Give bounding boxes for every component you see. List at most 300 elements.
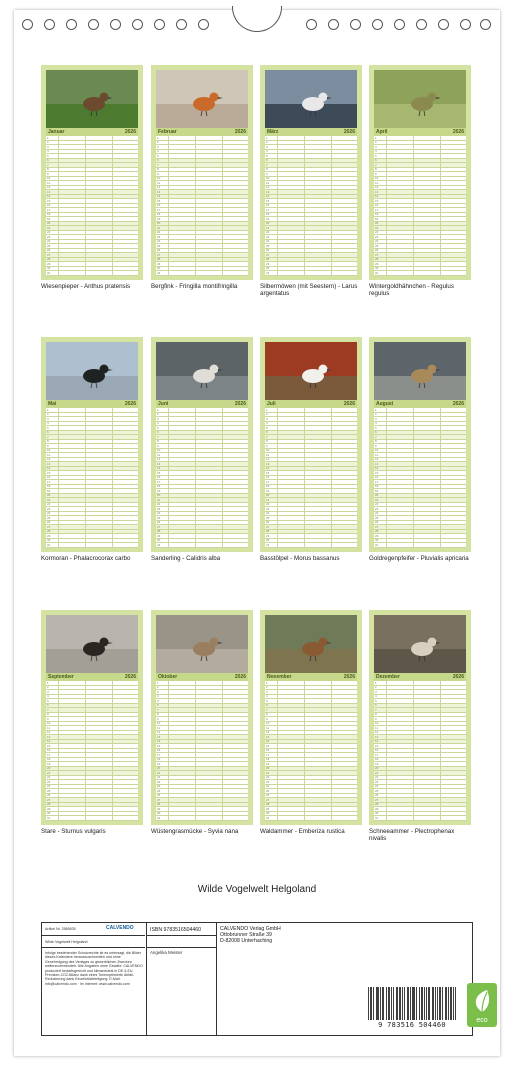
month-header xyxy=(46,673,138,681)
month-header xyxy=(156,673,248,681)
planner-row: 31 xyxy=(156,271,248,276)
planner-row: 24 xyxy=(265,785,357,790)
planner-row: 18 xyxy=(46,213,138,218)
binding-hole xyxy=(306,19,317,30)
planner-row: 2 xyxy=(46,413,138,418)
planner-row: 28 xyxy=(46,258,138,263)
planner-row: 7 xyxy=(265,435,357,440)
planner-row: 30 xyxy=(156,267,248,272)
planner-row: 3 xyxy=(46,417,138,422)
month-year: 2026 xyxy=(234,129,246,135)
planner-row: 24 xyxy=(265,240,357,245)
planner-row: 9 xyxy=(265,444,357,449)
planner-row: 22 xyxy=(156,776,248,781)
planner-row: 21 xyxy=(156,498,248,503)
planner-row: 20 xyxy=(265,222,357,227)
planner-row: 20 xyxy=(156,767,248,772)
planner-row: 14 xyxy=(46,195,138,200)
planner-row: 7 xyxy=(374,163,466,168)
planner-row: 31 xyxy=(46,271,138,276)
planner-row: 25 xyxy=(156,516,248,521)
planner-row: 14 xyxy=(374,195,466,200)
planner-row: 11 xyxy=(46,181,138,186)
bird-caption: Wintergoldhähnchen - Regulus regulus xyxy=(369,283,454,297)
info-column-middle xyxy=(147,923,217,1035)
planner-row: 7 xyxy=(156,435,248,440)
planner-row: 17 xyxy=(46,753,138,758)
planner-row: 7 xyxy=(156,163,248,168)
planner-row: 18 xyxy=(46,758,138,763)
planner-row: 23 xyxy=(265,507,357,512)
planner-row: 30 xyxy=(46,539,138,544)
planner-row: 1 xyxy=(374,408,466,413)
planner-row: 2 xyxy=(156,686,248,691)
planner-row: 4 xyxy=(46,422,138,427)
month-header xyxy=(46,128,138,136)
planner-row: 27 xyxy=(374,798,466,803)
planner-row: 9 xyxy=(374,172,466,177)
planner-row: 27 xyxy=(46,798,138,803)
planner-row: 13 xyxy=(156,462,248,467)
planner-row: 29 xyxy=(265,262,357,267)
planner-row: 10 xyxy=(374,177,466,182)
month-name: Mai xyxy=(48,401,57,407)
planner-row: 4 xyxy=(156,422,248,427)
planner-row: 6 xyxy=(46,704,138,709)
planner-row: 25 xyxy=(265,516,357,521)
planner-row: 12 xyxy=(46,186,138,191)
month-name: Dezember xyxy=(376,674,400,680)
planner-row: 22 xyxy=(46,503,138,508)
planner-row: 16 xyxy=(46,749,138,754)
month-year: 2026 xyxy=(234,401,246,407)
planner-row: 19 xyxy=(46,489,138,494)
binding-hole xyxy=(154,19,165,30)
planner-row: 4 xyxy=(374,422,466,427)
planner-row: 10 xyxy=(46,177,138,182)
planner-row: 27 xyxy=(374,253,466,258)
binding-hole xyxy=(438,19,449,30)
planner-row: 8 xyxy=(156,440,248,445)
planner-row: 28 xyxy=(46,530,138,535)
planner-row: 10 xyxy=(156,449,248,454)
planner-row: 23 xyxy=(156,780,248,785)
planner-row: 3 xyxy=(265,690,357,695)
planner-row: 31 xyxy=(374,271,466,276)
planner-row: 6 xyxy=(156,159,248,164)
planner-row: 21 xyxy=(46,498,138,503)
planner-row: 30 xyxy=(374,812,466,817)
month-card-juni xyxy=(151,337,253,552)
planner-row: 31 xyxy=(374,543,466,548)
planner-row: 18 xyxy=(374,213,466,218)
eco-label-text: eco xyxy=(476,1017,488,1024)
planner-row: 27 xyxy=(265,253,357,258)
planner-row: 20 xyxy=(265,767,357,772)
planner-row: 17 xyxy=(156,208,248,213)
planner-row: 20 xyxy=(374,494,466,499)
planner-rows xyxy=(46,408,138,548)
planner-row: 26 xyxy=(156,521,248,526)
planner-row: 20 xyxy=(46,222,138,227)
planner-row: 3 xyxy=(156,417,248,422)
planner-row: 12 xyxy=(374,458,466,463)
bird-caption: Stare - Sturnus vulgaris xyxy=(41,828,106,835)
planner-row: 21 xyxy=(46,771,138,776)
planner-row: 13 xyxy=(374,735,466,740)
planner-row: 17 xyxy=(265,753,357,758)
bird-photo xyxy=(374,615,466,673)
planner-row: 17 xyxy=(374,753,466,758)
bird-photo xyxy=(46,342,138,400)
planner-row: 22 xyxy=(265,776,357,781)
planner-row: 29 xyxy=(265,807,357,812)
planner-row: 13 xyxy=(156,190,248,195)
planner-row: 28 xyxy=(265,803,357,808)
planner-row: 1 xyxy=(374,136,466,141)
binding-hole xyxy=(110,19,121,30)
planner-row: 14 xyxy=(374,740,466,745)
planner-row: 9 xyxy=(374,717,466,722)
planner-rows xyxy=(265,408,357,548)
planner-row: 11 xyxy=(374,726,466,731)
planner-row: 25 xyxy=(156,244,248,249)
planner-row: 5 xyxy=(156,426,248,431)
planner-row: 9 xyxy=(46,717,138,722)
planner-row: 6 xyxy=(374,704,466,709)
month-name: September xyxy=(48,674,74,680)
bird-photo xyxy=(156,342,248,400)
planner-row: 14 xyxy=(265,467,357,472)
planner-row: 27 xyxy=(46,253,138,258)
planner-row: 30 xyxy=(46,812,138,817)
planner-row: 15 xyxy=(46,199,138,204)
planner-row: 22 xyxy=(374,231,466,236)
planner-row: 22 xyxy=(46,231,138,236)
month-header xyxy=(265,128,357,136)
planner-row: 29 xyxy=(374,534,466,539)
planner-row: 28 xyxy=(156,530,248,535)
planner-row: 24 xyxy=(374,785,466,790)
bird-caption: Basstölpel - Morus bassanus xyxy=(260,555,340,562)
planner-row: 11 xyxy=(156,726,248,731)
planner-row: 16 xyxy=(156,749,248,754)
planner-row: 5 xyxy=(156,154,248,159)
planner-row: 22 xyxy=(374,503,466,508)
binding-hole xyxy=(44,19,55,30)
planner-row: 12 xyxy=(374,731,466,736)
planner-row: 21 xyxy=(46,226,138,231)
planner-row: 15 xyxy=(156,471,248,476)
calendar-sheet xyxy=(14,10,500,1056)
planner-row: 12 xyxy=(156,731,248,736)
planner-row: 4 xyxy=(374,695,466,700)
planner-row: 25 xyxy=(374,516,466,521)
planner-row: 9 xyxy=(46,172,138,177)
month-name: November xyxy=(267,674,292,680)
planner-row: 2 xyxy=(374,413,466,418)
month-card-august xyxy=(369,337,471,552)
planner-row: 29 xyxy=(156,262,248,267)
bird-photo xyxy=(156,70,248,128)
planner-row: 19 xyxy=(46,217,138,222)
planner-row: 2 xyxy=(46,141,138,146)
planner-row: 12 xyxy=(265,186,357,191)
planner-row: 27 xyxy=(46,525,138,530)
planner-row: 15 xyxy=(156,744,248,749)
binding-hole xyxy=(394,19,405,30)
planner-row: 24 xyxy=(46,785,138,790)
planner-row: 15 xyxy=(265,744,357,749)
planner-row: 10 xyxy=(265,449,357,454)
planner-row: 14 xyxy=(46,467,138,472)
planner-row: 6 xyxy=(374,431,466,436)
planner-row: 5 xyxy=(265,154,357,159)
planner-row: 5 xyxy=(46,154,138,159)
planner-row: 13 xyxy=(265,735,357,740)
planner-row: 30 xyxy=(156,812,248,817)
planner-row: 12 xyxy=(46,731,138,736)
month-year: 2026 xyxy=(124,129,136,135)
planner-row: 8 xyxy=(46,440,138,445)
month-header xyxy=(374,400,466,408)
planner-row: 26 xyxy=(265,521,357,526)
planner-row: 26 xyxy=(374,521,466,526)
planner-row: 3 xyxy=(265,145,357,150)
planner-row: 16 xyxy=(265,749,357,754)
planner-row: 10 xyxy=(265,177,357,182)
month-card-februar xyxy=(151,65,253,280)
planner-row: 18 xyxy=(156,213,248,218)
planner-row: 19 xyxy=(156,217,248,222)
planner-row: 24 xyxy=(156,240,248,245)
planner-row: 31 xyxy=(265,271,357,276)
planner-row: 5 xyxy=(374,154,466,159)
bird-caption: Wiesenpieper - Anthus pratensis xyxy=(41,283,131,290)
planner-row: 30 xyxy=(374,267,466,272)
planner-row: 24 xyxy=(265,512,357,517)
planner-row: 5 xyxy=(46,426,138,431)
month-name: Januar xyxy=(48,129,65,135)
planner-row: 4 xyxy=(46,695,138,700)
planner-row: 9 xyxy=(265,172,357,177)
planner-rows xyxy=(265,136,357,276)
planner-row: 18 xyxy=(156,758,248,763)
planner-row: 1 xyxy=(156,136,248,141)
planner-row: 20 xyxy=(46,767,138,772)
binding-hole xyxy=(480,19,491,30)
planner-row: 8 xyxy=(265,168,357,173)
planner-row: 9 xyxy=(156,444,248,449)
planner-row: 28 xyxy=(265,530,357,535)
planner-row: 14 xyxy=(156,467,248,472)
planner-row: 27 xyxy=(156,253,248,258)
planner-row: 14 xyxy=(265,195,357,200)
planner-row: 16 xyxy=(156,204,248,209)
planner-row: 20 xyxy=(374,767,466,772)
author-name: Angelika Meister xyxy=(150,950,183,955)
planner-row: 17 xyxy=(265,208,357,213)
planner-row: 18 xyxy=(265,758,357,763)
planner-row: 30 xyxy=(374,539,466,544)
month-header xyxy=(265,673,357,681)
planner-row: 1 xyxy=(265,408,357,413)
planner-row: 15 xyxy=(46,471,138,476)
publisher-address xyxy=(220,926,281,944)
planner-row: 11 xyxy=(265,726,357,731)
planner-row: 17 xyxy=(46,480,138,485)
planner-row: 7 xyxy=(46,708,138,713)
planner-row: 30 xyxy=(265,267,357,272)
month-card-dezember xyxy=(369,610,471,825)
planner-row: 13 xyxy=(156,735,248,740)
planner-row: 11 xyxy=(374,453,466,458)
planner-row: 22 xyxy=(46,776,138,781)
planner-row: 30 xyxy=(265,812,357,817)
month-card-april xyxy=(369,65,471,280)
planner-row: 30 xyxy=(46,267,138,272)
planner-row: 8 xyxy=(374,168,466,173)
planner-row: 23 xyxy=(265,780,357,785)
planner-row: 25 xyxy=(265,789,357,794)
planner-row: 7 xyxy=(46,163,138,168)
planner-row: 9 xyxy=(46,444,138,449)
planner-row: 11 xyxy=(374,181,466,186)
planner-row: 21 xyxy=(156,771,248,776)
month-name: Februar xyxy=(158,129,177,135)
planner-row: 4 xyxy=(265,150,357,155)
planner-row: 28 xyxy=(156,803,248,808)
barcode-number: 9 783516 504460 xyxy=(378,1021,446,1029)
planner-row: 19 xyxy=(374,489,466,494)
planner-row: 19 xyxy=(265,489,357,494)
planner-row: 25 xyxy=(46,244,138,249)
planner-row: 17 xyxy=(374,480,466,485)
planner-row: 21 xyxy=(374,498,466,503)
planner-row: 15 xyxy=(374,199,466,204)
planner-row: 4 xyxy=(156,150,248,155)
planner-row: 18 xyxy=(156,485,248,490)
isbn: ISBN 9783516504460 xyxy=(150,927,202,933)
planner-row: 5 xyxy=(265,426,357,431)
planner-row: 27 xyxy=(156,525,248,530)
bird-photo xyxy=(374,70,466,128)
planner-row: 13 xyxy=(46,735,138,740)
planner-row: 26 xyxy=(156,249,248,254)
bird-caption: Wüstengrasmücke - Syvia nana xyxy=(151,828,239,835)
month-year: 2026 xyxy=(452,401,464,407)
planner-row: 1 xyxy=(156,408,248,413)
planner-row: 14 xyxy=(156,740,248,745)
planner-row: 31 xyxy=(46,543,138,548)
planner-rows xyxy=(156,681,248,821)
planner-row: 24 xyxy=(46,512,138,517)
planner-row: 26 xyxy=(265,794,357,799)
planner-row: 1 xyxy=(156,681,248,686)
planner-row: 13 xyxy=(46,190,138,195)
planner-row: 14 xyxy=(46,740,138,745)
planner-row: 14 xyxy=(374,467,466,472)
binding-hole xyxy=(176,19,187,30)
planner-row: 18 xyxy=(46,485,138,490)
eco-label-icon xyxy=(467,983,497,1027)
planner-row: 26 xyxy=(46,794,138,799)
planner-row: 3 xyxy=(46,145,138,150)
planner-row: 31 xyxy=(265,543,357,548)
planner-row: 3 xyxy=(156,145,248,150)
planner-row: 6 xyxy=(265,431,357,436)
isbn-barcode xyxy=(364,986,460,1030)
month-year: 2026 xyxy=(452,129,464,135)
planner-row: 11 xyxy=(265,181,357,186)
article-number: Artikel Nr. 2565635 xyxy=(45,927,76,931)
planner-row: 15 xyxy=(265,471,357,476)
planner-row: 17 xyxy=(156,753,248,758)
bird-caption: Goldregenpfeifer - Pluvialis apricaria xyxy=(369,555,469,562)
planner-row: 26 xyxy=(46,521,138,526)
planner-row: 10 xyxy=(374,449,466,454)
month-card-juli xyxy=(260,337,362,552)
planner-row: 11 xyxy=(156,453,248,458)
month-name: August xyxy=(376,401,394,407)
planner-row: 28 xyxy=(374,258,466,263)
planner-row: 4 xyxy=(156,695,248,700)
planner-row: 23 xyxy=(156,507,248,512)
planner-row: 10 xyxy=(156,722,248,727)
binding-hole xyxy=(328,19,339,30)
planner-row: 28 xyxy=(265,258,357,263)
planner-row: 8 xyxy=(374,440,466,445)
month-year: 2026 xyxy=(124,674,136,680)
planner-row: 28 xyxy=(156,258,248,263)
planner-row: 2 xyxy=(265,686,357,691)
planner-rows xyxy=(156,408,248,548)
planner-row: 31 xyxy=(374,816,466,821)
planner-row: 8 xyxy=(374,713,466,718)
planner-rows xyxy=(374,136,466,276)
planner-row: 6 xyxy=(46,159,138,164)
planner-row: 26 xyxy=(374,794,466,799)
planner-row: 6 xyxy=(156,431,248,436)
bird-caption: Sanderling - Calidris alba xyxy=(151,555,221,562)
planner-row: 31 xyxy=(46,816,138,821)
planner-row: 15 xyxy=(46,744,138,749)
planner-row: 23 xyxy=(374,507,466,512)
planner-row: 2 xyxy=(156,413,248,418)
planner-row: 2 xyxy=(374,686,466,691)
planner-row: 12 xyxy=(374,186,466,191)
planner-row: 10 xyxy=(46,449,138,454)
planner-row: 8 xyxy=(46,713,138,718)
planner-row: 21 xyxy=(265,771,357,776)
planner-row: 6 xyxy=(374,159,466,164)
planner-row: 31 xyxy=(265,816,357,821)
binding-hole xyxy=(416,19,427,30)
month-name: Juni xyxy=(158,401,169,407)
planner-row: 16 xyxy=(265,476,357,481)
planner-row: 12 xyxy=(46,458,138,463)
planner-row: 26 xyxy=(374,249,466,254)
planner-row: 9 xyxy=(265,717,357,722)
planner-row: 2 xyxy=(265,413,357,418)
binding-hole xyxy=(22,19,33,30)
planner-row: 30 xyxy=(156,539,248,544)
planner-row: 9 xyxy=(374,444,466,449)
planner-row: 2 xyxy=(374,141,466,146)
planner-row: 16 xyxy=(374,749,466,754)
planner-row: 27 xyxy=(265,798,357,803)
planner-row: 3 xyxy=(374,690,466,695)
